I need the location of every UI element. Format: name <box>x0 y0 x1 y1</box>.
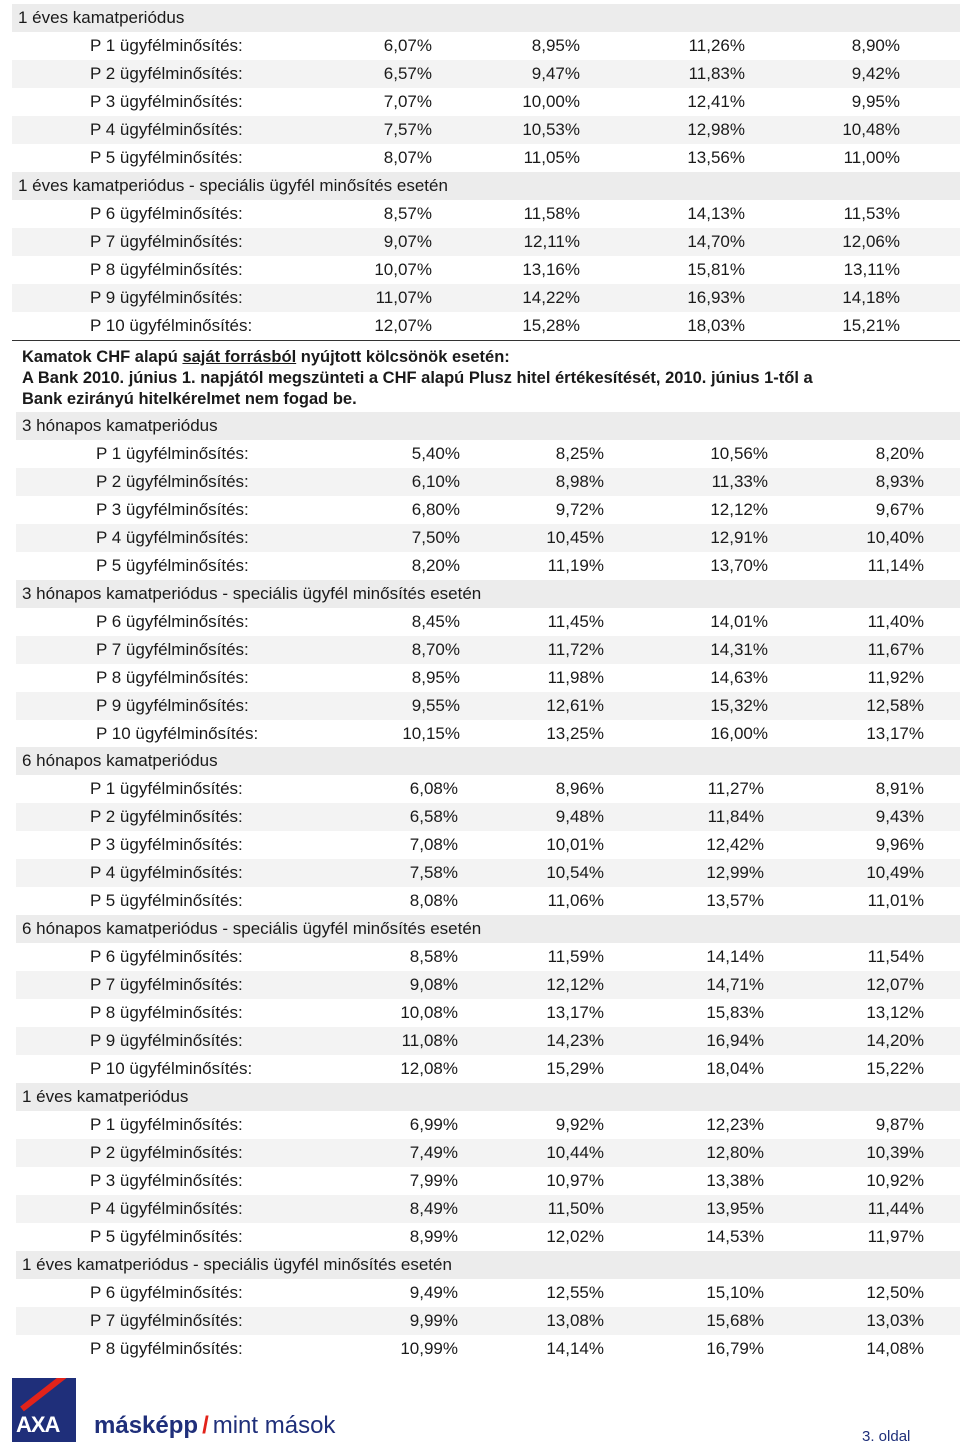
rate-value: 7,49% <box>409 1143 458 1162</box>
rate-value: 14,20% <box>866 1031 924 1050</box>
logo-red-stripe <box>20 1378 76 1411</box>
rate-value: 15,10% <box>706 1283 764 1302</box>
slogan-separator: / <box>202 1412 209 1439</box>
rate-value: 14,13% <box>687 204 745 223</box>
rate-value: 9,49% <box>409 1283 458 1302</box>
table-row <box>16 887 960 915</box>
rating-label: P 7 ügyfélminősítés: <box>90 232 243 251</box>
rating-label: P 3 ügyfélminősítés: <box>90 92 243 111</box>
rate-value: 14,08% <box>866 1339 924 1358</box>
rate-value: 15,28% <box>522 316 580 335</box>
rate-value: 12,80% <box>706 1143 764 1162</box>
rate-value: 6,58% <box>409 807 458 826</box>
rate-value: 11,59% <box>547 947 604 966</box>
rate-value: 8,25% <box>555 444 604 463</box>
table-row <box>16 1307 960 1335</box>
rate-value: 9,95% <box>851 92 900 111</box>
slogan-part-2: mint mások <box>212 1412 336 1439</box>
rate-value: 10,40% <box>866 528 924 547</box>
rate-value: 7,08% <box>409 835 458 854</box>
rate-value: 7,58% <box>409 863 458 882</box>
rate-value: 8,93% <box>875 472 924 491</box>
section-header: 3 hónapos kamatperiódus - speciális ügyfél minősítés esetén <box>16 580 960 608</box>
rate-value: 12,99% <box>706 863 764 882</box>
table-row <box>12 60 960 88</box>
rate-value: 11,08% <box>401 1031 458 1050</box>
table-row <box>16 943 960 971</box>
rate-value: 10,99% <box>400 1339 458 1358</box>
rating-label: P 5 ügyfélminősítés: <box>96 556 249 575</box>
rate-value: 12,11% <box>523 232 580 251</box>
rating-label: P 8 ügyfélminősítés: <box>90 1339 243 1358</box>
rating-label: P 2 ügyfélminősítés: <box>90 1143 243 1162</box>
table-row <box>12 32 960 60</box>
table-row <box>12 312 960 340</box>
rate-value: 15,22% <box>866 1059 924 1078</box>
table-row <box>16 803 960 831</box>
rating-label: P 2 ügyfélminősítés: <box>96 472 249 491</box>
rating-label: P 4 ügyfélminősítés: <box>90 863 243 882</box>
rating-label: P 2 ügyfélminősítés: <box>90 64 243 83</box>
rate-value: 12,58% <box>866 696 924 715</box>
rate-value: 13,38% <box>706 1171 764 1190</box>
rate-value: 14,71% <box>706 975 764 994</box>
rate-value: 10,53% <box>522 120 580 139</box>
rate-value: 13,08% <box>546 1311 604 1330</box>
table-row <box>16 692 960 720</box>
rating-label: P 7 ügyfélminősítés: <box>90 1311 243 1330</box>
rate-value: 11,14% <box>867 556 924 575</box>
rate-value: 12,12% <box>546 975 604 994</box>
rate-value: 10,44% <box>546 1143 604 1162</box>
rate-value: 8,07% <box>383 148 432 167</box>
logo-text: AXA <box>16 1412 60 1437</box>
rate-value: 6,07% <box>383 36 432 55</box>
rate-value: 12,07% <box>866 975 924 994</box>
table-row <box>16 440 960 468</box>
rating-label: P 9 ügyfélminősítés: <box>96 696 249 715</box>
rate-value: 13,11% <box>843 260 900 279</box>
rating-label: P 4 ügyfélminősítés: <box>96 528 249 547</box>
rate-value: 11,05% <box>523 148 580 167</box>
note-underlined-text: saját forrásból <box>182 348 297 366</box>
rate-table-block-2 <box>16 412 960 748</box>
rate-value: 11,67% <box>867 640 924 659</box>
table-row <box>16 664 960 692</box>
rate-value: 15,32% <box>710 696 768 715</box>
rate-value: 11,44% <box>867 1199 924 1218</box>
rate-value: 11,84% <box>707 807 764 826</box>
table-row <box>12 200 960 228</box>
rate-value: 11,19% <box>547 556 604 575</box>
rate-value: 14,22% <box>522 288 580 307</box>
rate-value: 9,72% <box>555 500 604 519</box>
table-row <box>16 999 960 1027</box>
rating-label: P 1 ügyfélminősítés: <box>90 1115 243 1134</box>
rating-label: P 3 ügyfélminősítés: <box>90 835 243 854</box>
rate-value: 12,42% <box>706 835 764 854</box>
table-row <box>16 859 960 887</box>
table-row <box>16 720 960 748</box>
rating-label: P 10 ügyfélminősítés: <box>90 316 253 335</box>
table-row <box>12 116 960 144</box>
rating-label: P 8 ügyfélminősítés: <box>90 260 243 279</box>
rate-value: 9,96% <box>875 835 924 854</box>
rate-value: 8,90% <box>851 36 900 55</box>
rate-table-block-1 <box>12 4 960 341</box>
rate-value: 11,98% <box>547 668 604 687</box>
rate-value: 9,42% <box>851 64 900 83</box>
section-header: 6 hónapos kamatperiódus <box>16 747 960 775</box>
rating-label: P 7 ügyfélminősítés: <box>96 640 249 659</box>
note-line-2: A Bank 2010. június 1. napjától megszünteti a CHF alapú Plusz hitel értékesítését, 2010. június 1-től a <box>22 369 813 387</box>
table-row <box>12 256 960 284</box>
rate-value: 12,06% <box>842 232 900 251</box>
rate-value: 8,95% <box>531 36 580 55</box>
rate-value: 8,98% <box>555 472 604 491</box>
table-row <box>16 524 960 552</box>
rate-value: 7,07% <box>383 92 432 111</box>
rate-value: 15,21% <box>842 316 900 335</box>
rate-value: 6,57% <box>383 64 432 83</box>
rate-value: 11,92% <box>867 668 924 687</box>
rate-value: 16,94% <box>706 1031 764 1050</box>
rate-value: 12,91% <box>710 528 768 547</box>
table-row <box>16 831 960 859</box>
table-row <box>12 228 960 256</box>
rate-value: 11,83% <box>688 64 745 83</box>
rating-label: P 6 ügyfélminősítés: <box>90 947 243 966</box>
rate-value: 8,99% <box>409 1227 458 1246</box>
rating-label: P 6 ügyfélminősítés: <box>90 1283 243 1302</box>
rate-value: 10,00% <box>522 92 580 111</box>
rate-value: 13,03% <box>866 1311 924 1330</box>
rate-value: 10,15% <box>402 724 460 743</box>
section-header: 1 éves kamatperiódus - speciális ügyfél minősítés esetén <box>16 1251 960 1279</box>
rate-value: 10,56% <box>710 444 768 463</box>
rate-value: 9,67% <box>875 500 924 519</box>
section-header: 1 éves kamatperiódus <box>16 1083 960 1111</box>
rate-value: 8,57% <box>383 204 432 223</box>
rate-value: 8,08% <box>409 891 458 910</box>
rate-value: 18,03% <box>687 316 745 335</box>
rating-label: P 8 ügyfélminősítés: <box>90 1003 243 1022</box>
rate-value: 12,12% <box>710 500 768 519</box>
rate-value: 13,57% <box>706 891 764 910</box>
rate-value: 14,53% <box>706 1227 764 1246</box>
rate-value: 13,17% <box>546 1003 604 1022</box>
rate-value: 14,70% <box>687 232 745 251</box>
table-row <box>16 1223 960 1251</box>
rate-value: 11,58% <box>523 204 580 223</box>
rate-value: 8,20% <box>411 556 460 575</box>
rate-value: 10,07% <box>374 260 432 279</box>
rate-value: 11,01% <box>867 891 924 910</box>
note-line-3: Bank ezirányú hitelkérelmet nem fogad be. <box>22 390 357 408</box>
rate-value: 12,50% <box>866 1283 924 1302</box>
rating-label: P 10 ügyfélminősítés: <box>90 1059 253 1078</box>
table-row <box>16 1195 960 1223</box>
rate-value: 9,55% <box>411 696 460 715</box>
rating-label: P 7 ügyfélminősítés: <box>90 975 243 994</box>
rating-label: P 6 ügyfélminősítés: <box>90 204 243 223</box>
rate-value: 10,54% <box>546 863 604 882</box>
rate-value: 14,23% <box>546 1031 604 1050</box>
rate-value: 12,55% <box>546 1283 604 1302</box>
rate-value: 13,17% <box>866 724 924 743</box>
rate-value: 12,07% <box>374 316 432 335</box>
rating-label: P 1 ügyfélminősítés: <box>90 779 243 798</box>
rate-value: 11,40% <box>867 612 924 631</box>
rate-value: 11,50% <box>547 1199 604 1218</box>
rating-label: P 9 ügyfélminősítés: <box>90 1031 243 1050</box>
table-row <box>16 1111 960 1139</box>
rate-value: 13,95% <box>706 1199 764 1218</box>
rate-table-block-3 <box>16 747 960 1363</box>
rate-value: 14,01% <box>710 612 768 631</box>
rate-value: 11,45% <box>547 612 604 631</box>
rating-label: P 1 ügyfélminősítés: <box>96 444 249 463</box>
rate-value: 11,53% <box>843 204 900 223</box>
rate-value: 10,39% <box>866 1143 924 1162</box>
rate-value: 11,97% <box>867 1227 924 1246</box>
rate-value: 11,07% <box>375 288 432 307</box>
rating-label: P 6 ügyfélminősítés: <box>96 612 249 631</box>
rate-value: 10,45% <box>546 528 604 547</box>
table-row <box>16 1335 960 1363</box>
note-line-1: Kamatok CHF alapú saját forrásból nyújtott kölcsönök esetén: <box>22 348 510 366</box>
axa-logo <box>12 1378 76 1442</box>
rate-value: 15,68% <box>706 1311 764 1330</box>
rate-value: 11,27% <box>707 779 764 798</box>
rate-value: 6,99% <box>409 1115 458 1134</box>
rate-value: 14,31% <box>710 640 768 659</box>
rate-value: 14,14% <box>706 947 764 966</box>
rate-value: 9,48% <box>555 807 604 826</box>
rate-value: 8,45% <box>411 612 460 631</box>
rating-label: P 10 ügyfélminősítés: <box>96 724 259 743</box>
rating-label: P 5 ügyfélminősítés: <box>90 1227 243 1246</box>
rate-value: 7,57% <box>383 120 432 139</box>
rate-value: 14,18% <box>842 288 900 307</box>
rate-value: 16,93% <box>687 288 745 307</box>
rate-value: 12,61% <box>546 696 604 715</box>
table-row <box>16 552 960 580</box>
table-row <box>12 284 960 312</box>
rate-value: 9,92% <box>555 1115 604 1134</box>
section-header: 1 éves kamatperiódus <box>12 4 960 32</box>
rate-value: 11,54% <box>867 947 924 966</box>
rating-label: P 8 ügyfélminősítés: <box>96 668 249 687</box>
rate-value: 9,99% <box>409 1311 458 1330</box>
rating-label: P 5 ügyfélminősítés: <box>90 891 243 910</box>
table-row <box>16 775 960 803</box>
chf-note <box>0 341 960 414</box>
rate-value: 14,14% <box>546 1339 604 1358</box>
rate-value: 11,72% <box>547 640 604 659</box>
rate-value: 13,70% <box>710 556 768 575</box>
table-row <box>16 636 960 664</box>
table-row <box>16 1139 960 1167</box>
rate-value: 15,81% <box>687 260 745 279</box>
rating-label: P 5 ügyfélminősítés: <box>90 148 243 167</box>
rate-value: 7,50% <box>411 528 460 547</box>
rate-value: 9,87% <box>875 1115 924 1134</box>
rate-value: 8,20% <box>875 444 924 463</box>
rate-value: 6,08% <box>409 779 458 798</box>
table-row <box>12 88 960 116</box>
rate-value: 12,23% <box>706 1115 764 1134</box>
rate-value: 9,43% <box>875 807 924 826</box>
rate-value: 16,00% <box>710 724 768 743</box>
rate-value: 6,10% <box>411 472 460 491</box>
rate-value: 9,07% <box>383 232 432 251</box>
rate-value: 14,63% <box>710 668 768 687</box>
rate-value: 11,33% <box>711 472 768 491</box>
rate-value: 11,26% <box>688 36 745 55</box>
rating-label: P 4 ügyfélminősítés: <box>90 1199 243 1218</box>
page-footer <box>0 1370 960 1448</box>
rating-label: P 2 ügyfélminősítés: <box>90 807 243 826</box>
table-row <box>16 1279 960 1307</box>
rate-value: 12,08% <box>400 1059 458 1078</box>
rate-value: 12,41% <box>687 92 745 111</box>
rate-value: 12,02% <box>546 1227 604 1246</box>
table-row <box>16 608 960 636</box>
rate-value: 13,12% <box>866 1003 924 1022</box>
rate-value: 8,96% <box>555 779 604 798</box>
rate-value: 5,40% <box>411 444 460 463</box>
section-header: 1 éves kamatperiódus - speciális ügyfél minősítés esetén <box>12 172 960 200</box>
rate-value: 11,00% <box>843 148 900 167</box>
rate-value: 13,56% <box>687 148 745 167</box>
rate-value: 13,16% <box>522 260 580 279</box>
rate-value: 7,99% <box>409 1171 458 1190</box>
page-number: 3. oldal <box>862 1428 911 1445</box>
rate-value: 12,98% <box>687 120 745 139</box>
rate-value: 10,01% <box>546 835 604 854</box>
rate-value: 8,95% <box>411 668 460 687</box>
rate-value: 10,08% <box>400 1003 458 1022</box>
rate-value: 15,29% <box>546 1059 604 1078</box>
table-row <box>16 496 960 524</box>
rate-value: 10,92% <box>866 1171 924 1190</box>
section-header: 6 hónapos kamatperiódus - speciális ügyfél minősítés esetén <box>16 915 960 943</box>
rate-value: 18,04% <box>706 1059 764 1078</box>
rating-label: P 1 ügyfélminősítés: <box>90 36 243 55</box>
table-row <box>16 468 960 496</box>
rating-label: P 9 ügyfélminősítés: <box>90 288 243 307</box>
rate-value: 11,06% <box>547 891 604 910</box>
rate-value: 6,80% <box>411 500 460 519</box>
rating-label: P 4 ügyfélminősítés: <box>90 120 243 139</box>
rating-label: P 3 ügyfélminősítés: <box>96 500 249 519</box>
rate-value: 13,25% <box>546 724 604 743</box>
table-row <box>16 1027 960 1055</box>
slogan <box>94 1412 335 1440</box>
rate-value: 10,48% <box>842 120 900 139</box>
slogan-part-1: másképp <box>94 1412 199 1439</box>
rate-value: 8,91% <box>875 779 924 798</box>
rate-value: 15,83% <box>706 1003 764 1022</box>
table-row <box>16 1055 960 1083</box>
rate-value: 8,70% <box>411 640 460 659</box>
section-header: 3 hónapos kamatperiódus <box>16 412 960 440</box>
rating-label: P 3 ügyfélminősítés: <box>90 1171 243 1190</box>
rate-value: 10,97% <box>546 1171 604 1190</box>
rate-value: 16,79% <box>706 1339 764 1358</box>
rate-value: 8,49% <box>409 1199 458 1218</box>
table-row <box>16 971 960 999</box>
rate-value: 8,58% <box>409 947 458 966</box>
rate-value: 9,47% <box>531 64 580 83</box>
table-row <box>12 144 960 172</box>
rate-value: 10,49% <box>866 863 924 882</box>
rate-value: 9,08% <box>409 975 458 994</box>
table-row <box>16 1167 960 1195</box>
